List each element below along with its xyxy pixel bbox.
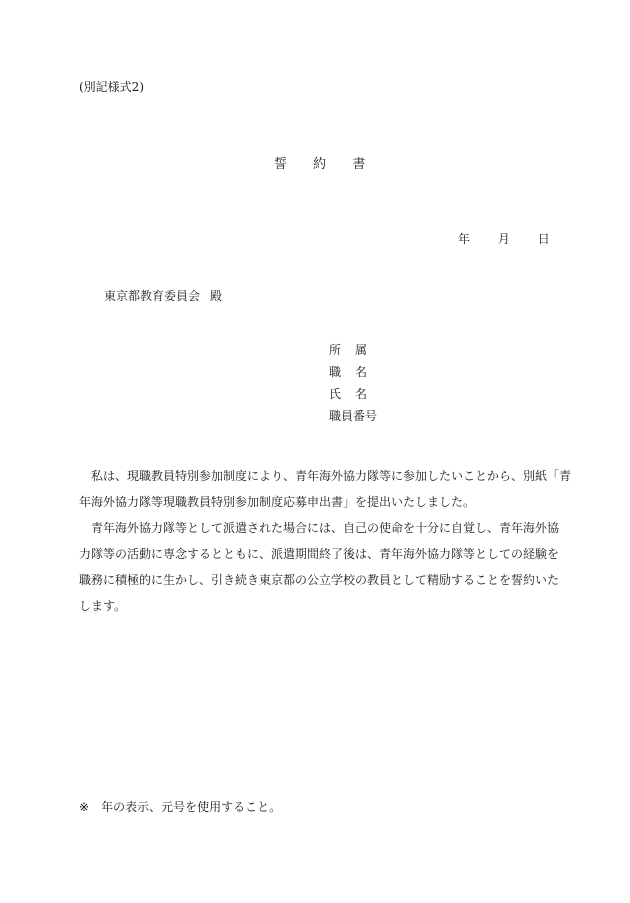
body-line-3: 青年海外協力隊等として派遣された場合には、自己の使命を十分に自覚し、青年海外協 [91, 521, 560, 535]
date-year: 年 [458, 232, 471, 246]
date-month: 月 [497, 232, 510, 246]
pledge-body [79, 467, 572, 623]
body-line-6: します。 [79, 599, 127, 613]
date-day: 日 [537, 232, 550, 246]
title-char-3: 書 [352, 157, 366, 172]
form-label: (別記様式2) [79, 80, 144, 94]
footnote [79, 798, 281, 815]
field-name [329, 386, 377, 408]
title-char-1: 誓 [274, 157, 288, 172]
body-line-4: 力隊等の活動に専念するとともに、派遣期間終了後は、青年海外協力隊等としての経験を [79, 547, 560, 561]
date-line [458, 230, 550, 247]
body-line-2: 年海外協力隊等現職教員特別参加制度応募申出書」を提出いたしました。 [79, 495, 476, 509]
field-employee-number-label: 職員番号 [329, 409, 378, 423]
document-title [274, 153, 365, 172]
field-affiliation [329, 342, 377, 364]
title-char-2: 約 [313, 157, 327, 172]
field-position [329, 364, 377, 386]
field-affiliation-label-b: 属 [355, 343, 368, 357]
footnote-mark: ※ [79, 800, 90, 814]
footnote-text: 年の表示、元号を使用すること。 [101, 800, 282, 814]
field-name-label-b: 名 [355, 387, 368, 401]
addressee-name: 東京都教育委員会 [104, 289, 201, 303]
body-line-1: 私は、現職教員特別参加制度により、青年海外協力隊等に参加したいことから、別紙「青 [91, 469, 572, 483]
addressee [104, 287, 222, 304]
addressee-honorific: 殿 [210, 289, 223, 303]
field-affiliation-label-a: 所 [329, 343, 342, 357]
field-employee-number [329, 408, 377, 430]
applicant-fields [329, 342, 377, 430]
body-line-5: 職務に積極的に生かし、引き続き東京都の公立学校の教員として精励することを誓約いた [79, 573, 560, 587]
field-position-label-b: 名 [355, 365, 368, 379]
field-position-label-a: 職 [329, 365, 342, 379]
field-name-label-a: 氏 [329, 387, 342, 401]
